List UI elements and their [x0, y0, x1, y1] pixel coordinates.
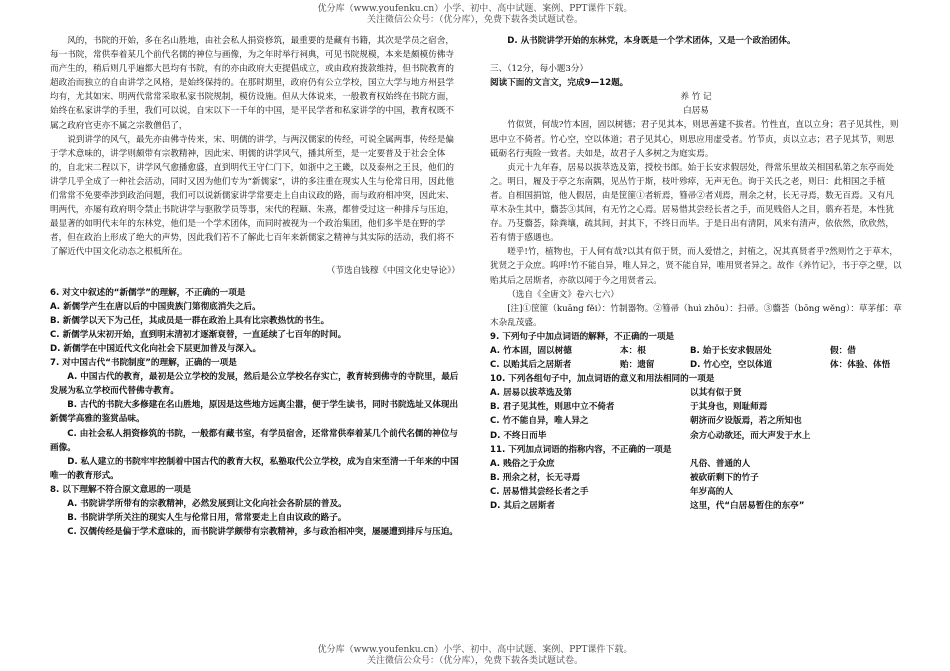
- option: C. 汉儒传经是偏于学术意味的，而书院讲学颇带有宗教精神，多与政治相冲突，屡屡遭到排斥与压迫。: [67, 527, 458, 538]
- option: D. 私人建立的书院牢牢控制着中国古代的教育大权，私塾取代公立学校，成为自宋至清一千年来的中国唯一的教育形式。: [50, 456, 459, 481]
- option: B. 刑余之材，长无寻焉: [490, 472, 581, 483]
- essay-notes: [注]①筐篚（kuāng fěi）：竹制器物。②篲帚（huì zhǒu）：扫帚。③蘙荟（bōng wěng）：草茅郁：草木杂乱茂盛。: [490, 303, 902, 328]
- option-row: [490, 499, 902, 513]
- essay-title: 养 竹 记: [680, 92, 712, 103]
- option: A. 书院讲学所带有的宗教精神，必然发展到让文化向社会各阶层的普及。: [67, 499, 347, 509]
- option-gloss: 假：借: [830, 345, 856, 356]
- option: D. 不终日而毕: [490, 430, 547, 441]
- option-row: [490, 358, 902, 372]
- option: B. 君子见其性，则思中立不倚者: [490, 402, 615, 413]
- option: A. 竹本固，固以树德: [490, 345, 572, 356]
- option: C. 新儒学从宋初开始，直到明末清初才逐渐衰替，一直延续了七百年的时间。: [50, 329, 347, 340]
- option-pair: 于其身也，则耻师焉: [690, 402, 768, 413]
- option-referent: 年岁高的人: [690, 486, 733, 497]
- option: D. 其后之居斯者: [490, 501, 555, 511]
- option-row: [490, 485, 902, 499]
- option: D. 新儒学在中国近代文化向社会下层更加普及与深入。: [50, 343, 262, 354]
- passage-paragraph: 说到讲学的风气，最先亦由佛寺传来，宋、明儒的讲学，与两汉儒家的传经，可说全属两事，传经是偏于学术意味的，讲学则颇带有宗教精神，因此宋、明儒的讲学风气，播其所至，是一定要普及于社会全体的，自北宋二程以下，讲学风气愈播愈盛，直到明代王守仁门下，如浙中之王畿，以及泰州之王艮，他们的讲学几乎全成了一种社会活动，同时又因为他们专为“新儒家”，讲的多注重在现实人生与伦常日用，因此他们常常不免要牵涉到政治问题，我们可以说新儒家讲学常要走上自由议政的路，而与政府相冲突，因此宋、明两代，亦屡有政府明令禁止书院讲学与驱散学员等事，宋代的程颐、朱熹，都曾受过这一种排斥与压迫，最显著的如明代末年的东林党，他们是一个学术团体，而同时被视为一个政治集团，他们多半是在野的学者，但在政治上形成了绝大的声势，因此我们若不了解此七百年来新儒家之精神与其实际的活动，我们将不了解近代中国文化动态之根柢所在。: [50, 134, 455, 258]
- passage-paragraph: 风的，书院的开始，多在名山胜地，由社会私人捐资修筑，最重要的是藏有书籍，其次是学员之宿舍，每一书院，常供奉着某几个前代名儒的神位与画像，为之年时举行祠典，可见书院规模，本来是颇模仿佛寺而产生的，稍后则几乎遍都大邑均有书院，有的亦由政府大吏提倡成立，或由政府拨款维持，但书院教育的超政治而独立的自由讲学之风格，是始终保持的。在那时期里，政府仍有公立学校，国立大学与地方州县学均有，尤其如宋、明两代常常采取私家书院规制，模仿设施。但从大体说来，一般教育权始终在书院方面，始终在私家讲学的手里，我们可以说，自宋以下一千年的中国，是平民学者和私家讲学的中国，教育权既不属之政府官吏亦不属之宗教僧侣了，: [50, 36, 454, 131]
- option: C. 由社会私人捐资修筑的书院，一般都有藏书室，有学员宿舍，还常常供奉着某几个前代名儒的神位与画像。: [50, 428, 458, 453]
- page-footer: [0, 645, 950, 667]
- option: A. 新儒学产生在唐以后的中国贵族门第彻底消失之后。: [50, 301, 261, 312]
- question-10: [490, 372, 902, 442]
- question-7: [50, 356, 460, 483]
- essay-paragraph: 竹似贤，何哉?竹本固，固以树德；君子见其本，则思善建不拔者。竹性直，直以立身；君子见其性，则思中立不倚者。竹心空，空以体道；君子见其心，则思应用虚受者。竹节贞，贞以立志；君子见其节，则思砥砺名行夷险一致者。夫如是，故君子人多树之为庭实焉。: [490, 120, 899, 159]
- option-row: [490, 400, 902, 414]
- section-heading: 三、（12分，每小题3分）: [490, 64, 589, 75]
- option-row: [490, 344, 902, 358]
- footer-line-2: 关注微信公众号：（优分库），免费下载各类试题试卷。: [366, 656, 583, 666]
- header-line-2: 关注微信公众号：（优分库），免费下载各类试题试卷。: [366, 15, 583, 25]
- essay-author: 白居易: [683, 106, 709, 117]
- option: A. 居易以拔萃选及第: [490, 388, 572, 399]
- option: B. 书院讲学所关注的现实人生与伦常日用，常常要走上自由议政的路子。: [67, 513, 347, 524]
- question-6: [50, 286, 460, 356]
- question-9: [490, 330, 902, 372]
- option: C. 以贻其后之居斯者: [490, 360, 572, 371]
- option: C. 居易惜其尝经长者之手: [490, 486, 589, 497]
- option-gloss: 贻：遗留: [620, 360, 655, 371]
- option-pair: 余方心动欲还，而大声发于水上: [690, 430, 811, 441]
- section-instruction: 阅读下面的文言文，完成9—12题。: [490, 78, 629, 89]
- option-pair: 朝济而夕设版焉，若之所知也: [690, 416, 802, 427]
- option-row: [490, 457, 902, 471]
- option: B. 新儒学以天下为己任，其成员是一群在政治上具有比宗教热忱的书生。: [50, 315, 330, 326]
- question-11: [490, 443, 902, 513]
- option: A. 贱俗之于众庶: [490, 458, 555, 469]
- right-column: [490, 34, 902, 513]
- passage-source: （节选自钱穆《中国文化史导论》）: [326, 265, 460, 276]
- essay-source: （选自《全唐文》卷六七六）: [507, 289, 619, 300]
- option-pair: 以其有似于贤: [690, 388, 742, 399]
- question-stem: 8. 以下理解不符合原文意思的一项是: [50, 484, 192, 495]
- option-referent: 被砍斫剩下的竹子: [690, 472, 759, 483]
- header-line-1: 优分库（www.youfenku.cn）小学、初中、高中试题、案例、PPT课件下载。: [317, 4, 633, 14]
- left-column: [50, 34, 460, 539]
- option-referent: 这里，代“白居易暂住的东亭”: [690, 501, 805, 511]
- question-stem: 11. 下列加点词语的指称内容，不正确的一项是: [490, 444, 672, 455]
- option-gloss: 本：根: [620, 345, 646, 356]
- question-stem: 10. 下列各组句子中，加点词语的意义和用法相同的一项是: [490, 374, 715, 385]
- question-stem: 7. 对中国古代“书院制度”的理解，正确的一项是: [50, 358, 237, 369]
- question-8-option-d: D. 从书院讲学开始的东林党，本身既是一个学术团体，又是一个政治团体。: [507, 36, 796, 46]
- option-row: [490, 414, 902, 428]
- question-8: [50, 483, 460, 539]
- option: D. 竹心空，空以体道: [690, 360, 773, 371]
- footer-line-1: 优分库（www.youfenku.cn）小学、初中、高中试题、案例、PPT课件下载。: [317, 645, 633, 655]
- option: B. 古代的书院大多修建在名山胜地，原因是这些地方远离尘嚣，便于学生读书，同时书院选址又体现出新儒学高雅的鉴赏品味。: [50, 400, 459, 425]
- option-row: [490, 429, 902, 443]
- option-referent: 凡俗、普通的人: [690, 458, 751, 469]
- option-gloss: 体：体验、体悟: [830, 360, 891, 371]
- page-header: [0, 4, 950, 26]
- option-row: [490, 471, 902, 485]
- option: B. 始于长安求假居处: [690, 345, 772, 356]
- question-stem: 9. 下列句子中加点词语的解释，不正确的一项是: [490, 331, 675, 342]
- option-row: [490, 386, 902, 400]
- essay-paragraph: 贞元十九年春，居易以拔萃选及第，授校书郎。始于长安求假居处，得常乐里故关相国私第之东亭而处之。明日，履及于亭之东南隅，见丛竹于斯，枝叶殄瘁，无声无色。询于关氏之老，则曰：此相国之手植者。自相国捐馆，他人假居，由是筐篚①者斩焉，篲帚②者刈焉，刑余之材，长无寻焉，数无百焉。又有凡草木杂生其中，蘙荟③其间，有无竹之心焉。居易惜其尝经长者之手，而见贱俗人之目，翦弃若是，本性犹存。乃芟蘙荟，除粪壤，疏其间，封其下，不终日而毕。于是日出有清阴，风来有清声，依依然，欣欣然，若有情于感遇也。: [490, 162, 894, 244]
- option: C. 竹不能自异，唯人异之: [490, 416, 589, 427]
- option: A. 中国古代的教育，最初是公立学校的发展，然后是公立学校名存实亡，教育转到佛寺的寺院里，最后发展为私立学校而代替佛寺教育。: [50, 372, 459, 397]
- question-stem: 6. 对文中叙述的“新儒学”的理解，不正确的一项是: [50, 287, 246, 298]
- essay-paragraph: 嗟乎!竹，植物也，于人何有哉?以其有似于贤，而人爱惜之，封植之，况其真贤者乎?然则竹之于草木，犹贤之于众庶。呜呼!竹不能自异，唯人异之，贤不能自异，唯用贤者异之。故作《养竹记》，书于亭之壁，以贻其后之居斯者，亦欲以闻于今之用贤者云。: [490, 247, 902, 286]
